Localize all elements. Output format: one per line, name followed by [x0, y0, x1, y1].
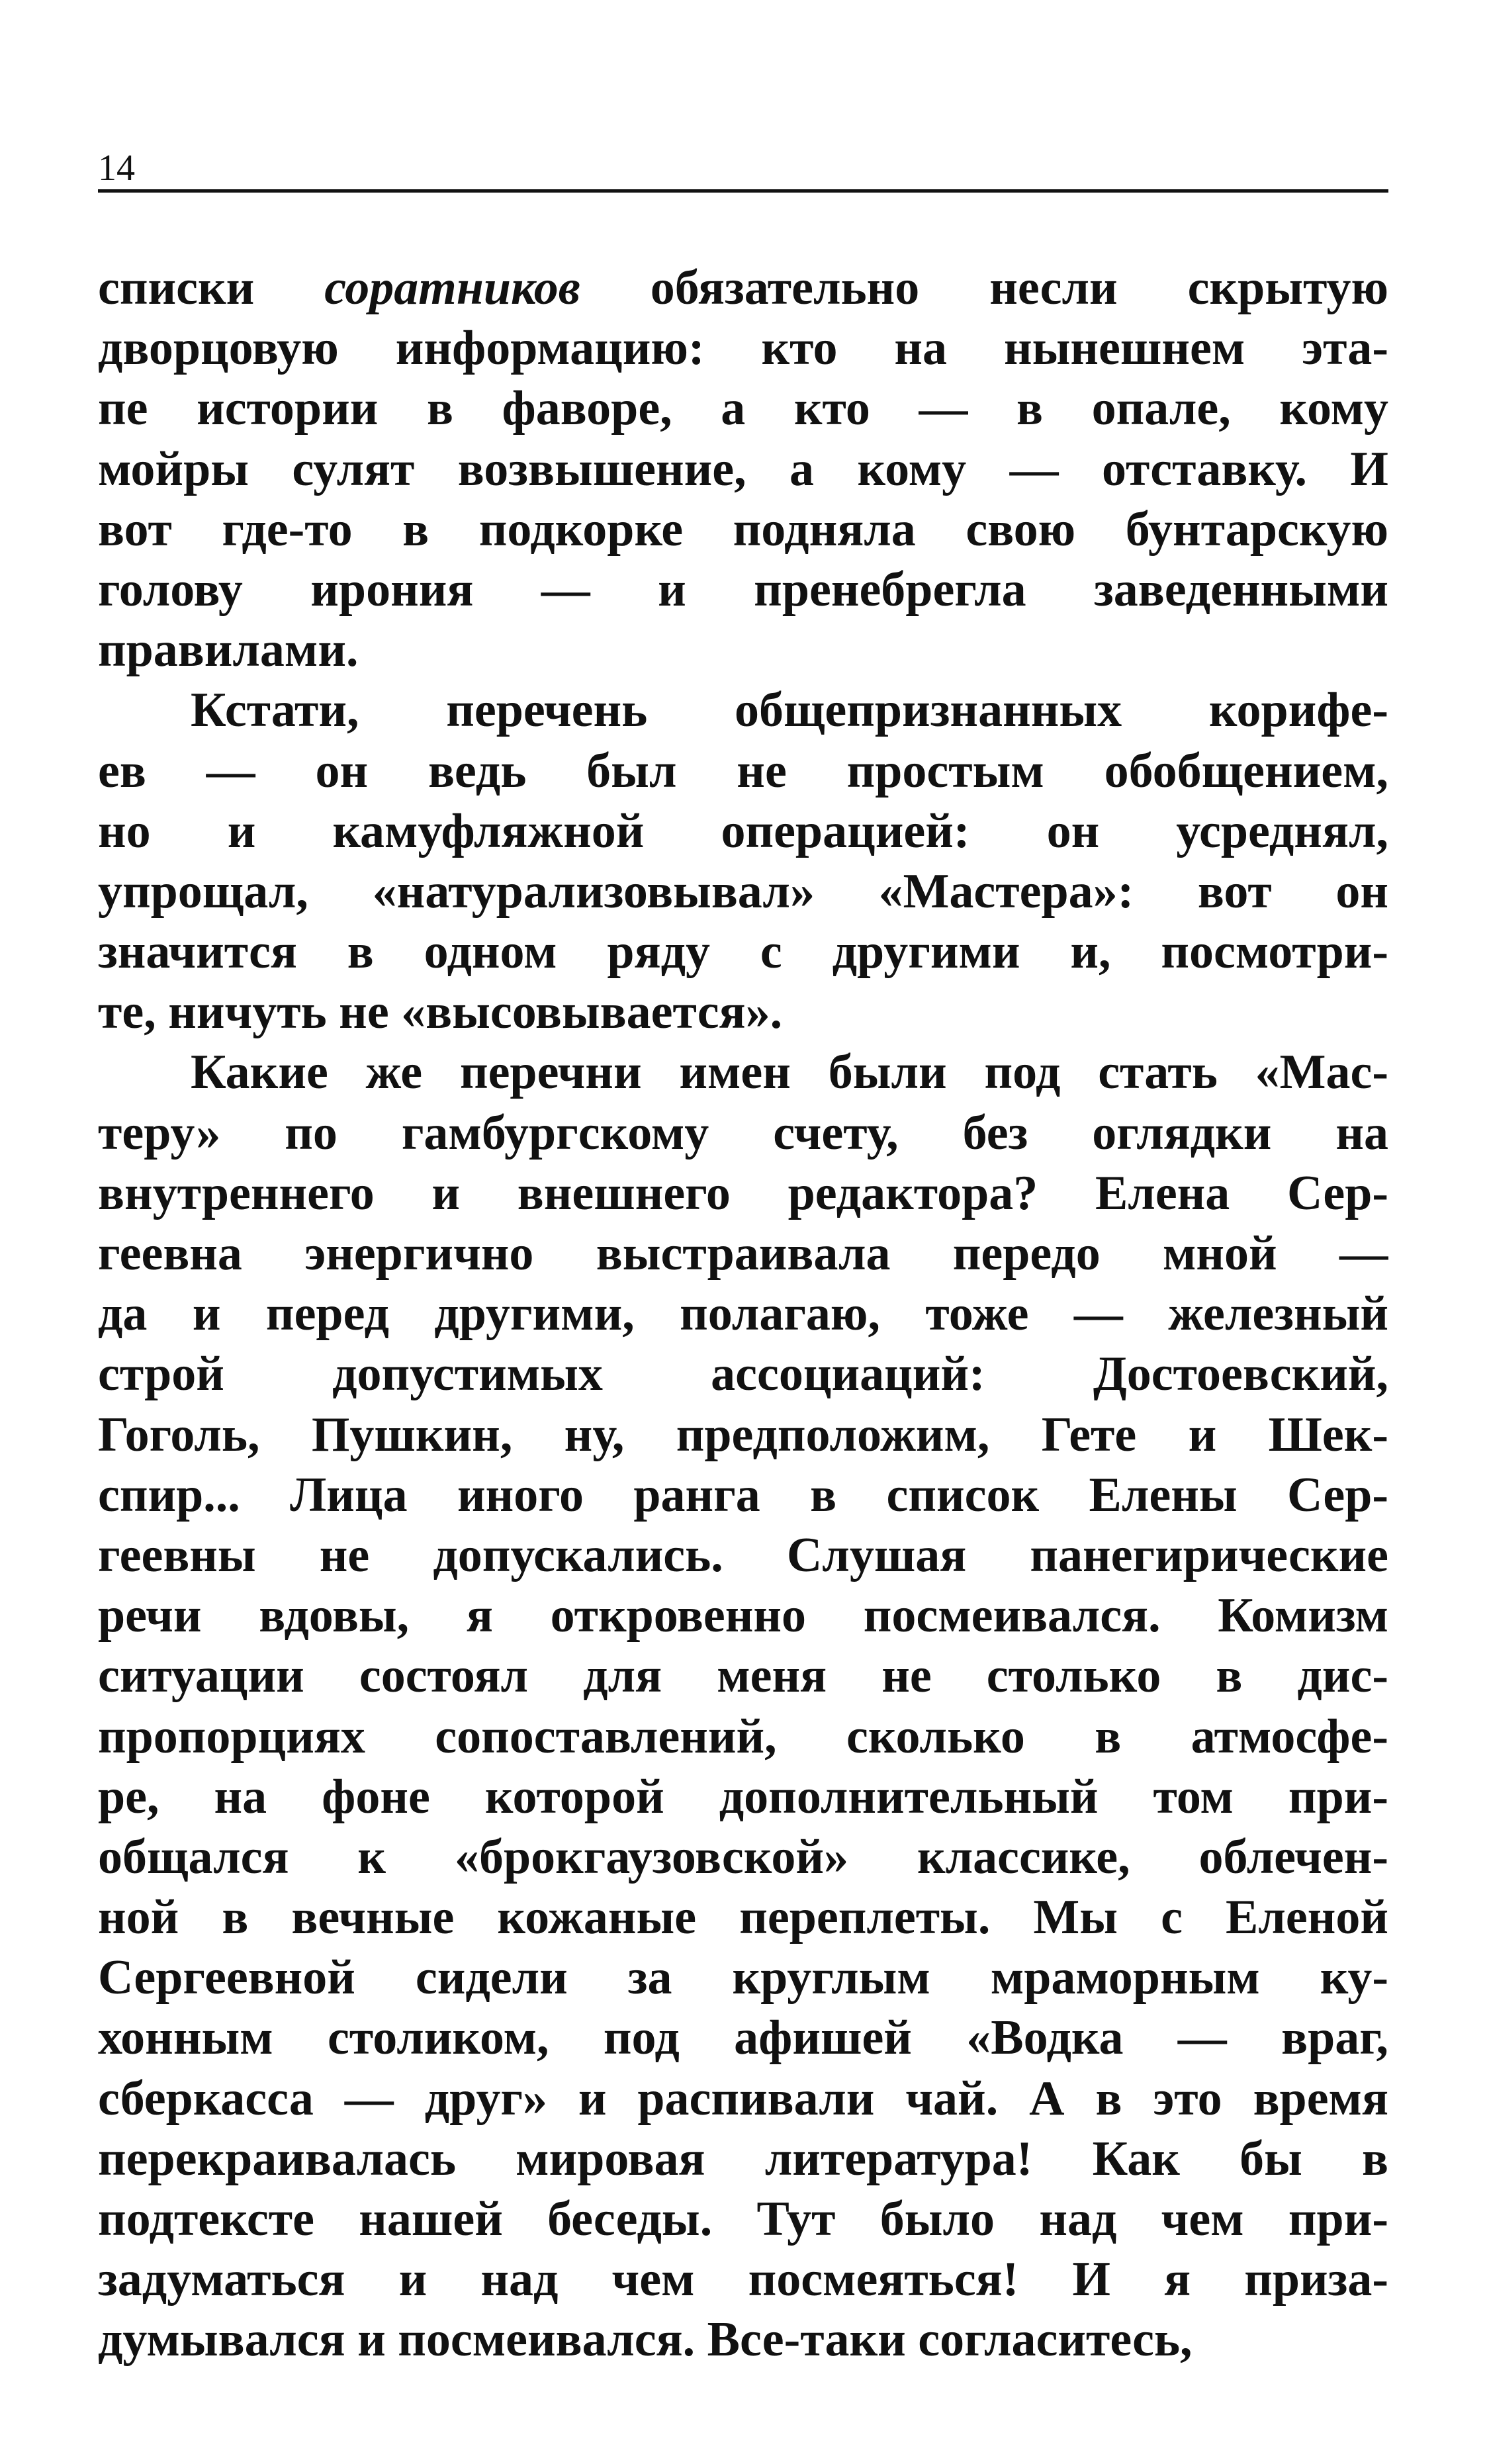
body-text: [98, 258, 1388, 2371]
text-line: теру» по гамбургскому счету, без оглядки на: [98, 1105, 1388, 1160]
text-line: дворцовую информацию: кто на нынешнем эта-: [98, 321, 1388, 376]
italic-word: соратников: [324, 261, 580, 315]
text-line: Кстати, перечень общепризнанных корифе-: [191, 683, 1388, 738]
text-line: речи вдовы, я откровенно посмеивался. Комизм: [98, 1588, 1388, 1643]
text-line: ситуации состоял для меня не столько в дис-: [98, 1649, 1388, 1704]
text-line: ре, на фоне которой дополнительный том при-: [98, 1769, 1388, 1824]
text-line: ной в вечные кожаные переплеты. Мы с Еленой: [98, 1890, 1388, 1945]
page-header: [98, 130, 1388, 193]
text-line: хонным столиком, под афишей «Водка — враг,: [98, 2011, 1388, 2066]
text-line: голову ирония — и пренебрегла заведенными: [98, 562, 1388, 617]
text-line: вот где-то в подкорке подняла свою бунтарскую: [98, 502, 1388, 557]
text-line: пе истории в фаворе, а кто — в опале, кому: [98, 381, 1388, 436]
text-line: пропорциях сопоставлений, сколько в атмосфе-: [98, 1709, 1388, 1764]
text-line: но и камуфляжной операцией: он усреднял,: [98, 803, 1388, 858]
page-number: 14: [98, 148, 135, 189]
text-line: думывался и посмеивался. Все-таки согласитесь,: [98, 2312, 1193, 2367]
text-line: [98, 258, 1388, 318]
text-line: упрощал, «натурализовывал» «Мастера»: вот он: [98, 864, 1388, 919]
text-line: строй допустимых ассоциаций: Достоевский,: [98, 1347, 1388, 1402]
text-fragment: обязательно несли скрытую: [580, 261, 1388, 315]
text-line: Сергеевной сидели за круглым мраморным ку-: [98, 1950, 1388, 2005]
text-line: значится в одном ряду с другими и, посмотри-: [98, 925, 1388, 980]
text-fragment: списки: [98, 261, 325, 315]
text-line: перекраивалась мировая литература! Как бы в: [98, 2131, 1388, 2186]
text-line: ев — он ведь был не простым обобщением,: [98, 743, 1388, 798]
text-line: геевна энергично выстраивала передо мной —: [98, 1226, 1388, 1281]
paragraph: [98, 680, 1388, 1042]
text-line: да и перед другими, полагаю, тоже — железный: [98, 1287, 1388, 1342]
text-line: мойры сулят возвышение, а кому — отставку. И: [98, 441, 1388, 496]
text-line: спир... Лица иного ранга в список Елены Сер-: [98, 1467, 1388, 1522]
text-line: Какие же перечни имен были под стать «Мас-: [191, 1045, 1388, 1100]
text-line: правилами.: [98, 623, 359, 678]
paragraph: [98, 258, 1388, 680]
paragraph: [98, 1042, 1388, 2370]
text-line: задуматься и над чем посмеяться! И я приза-: [98, 2252, 1388, 2307]
text-line: те, ничуть не «высовывается».: [98, 985, 783, 1040]
text-line: геевны не допускались. Слушая панегирические: [98, 1528, 1388, 1582]
text-line: Гоголь, Пушкин, ну, предположим, Гете и Шек-: [98, 1407, 1388, 1462]
text-line: общался к «брокгаузовской» классике, облечен-: [98, 1829, 1388, 1884]
text-line: подтексте нашей беседы. Тут было над чем при-: [98, 2192, 1388, 2246]
text-line: сберкасса — друг» и распивали чай. А в это время: [98, 2071, 1388, 2126]
text-line: внутреннего и внешнего редактора? Елена Сер-: [98, 1165, 1388, 1220]
